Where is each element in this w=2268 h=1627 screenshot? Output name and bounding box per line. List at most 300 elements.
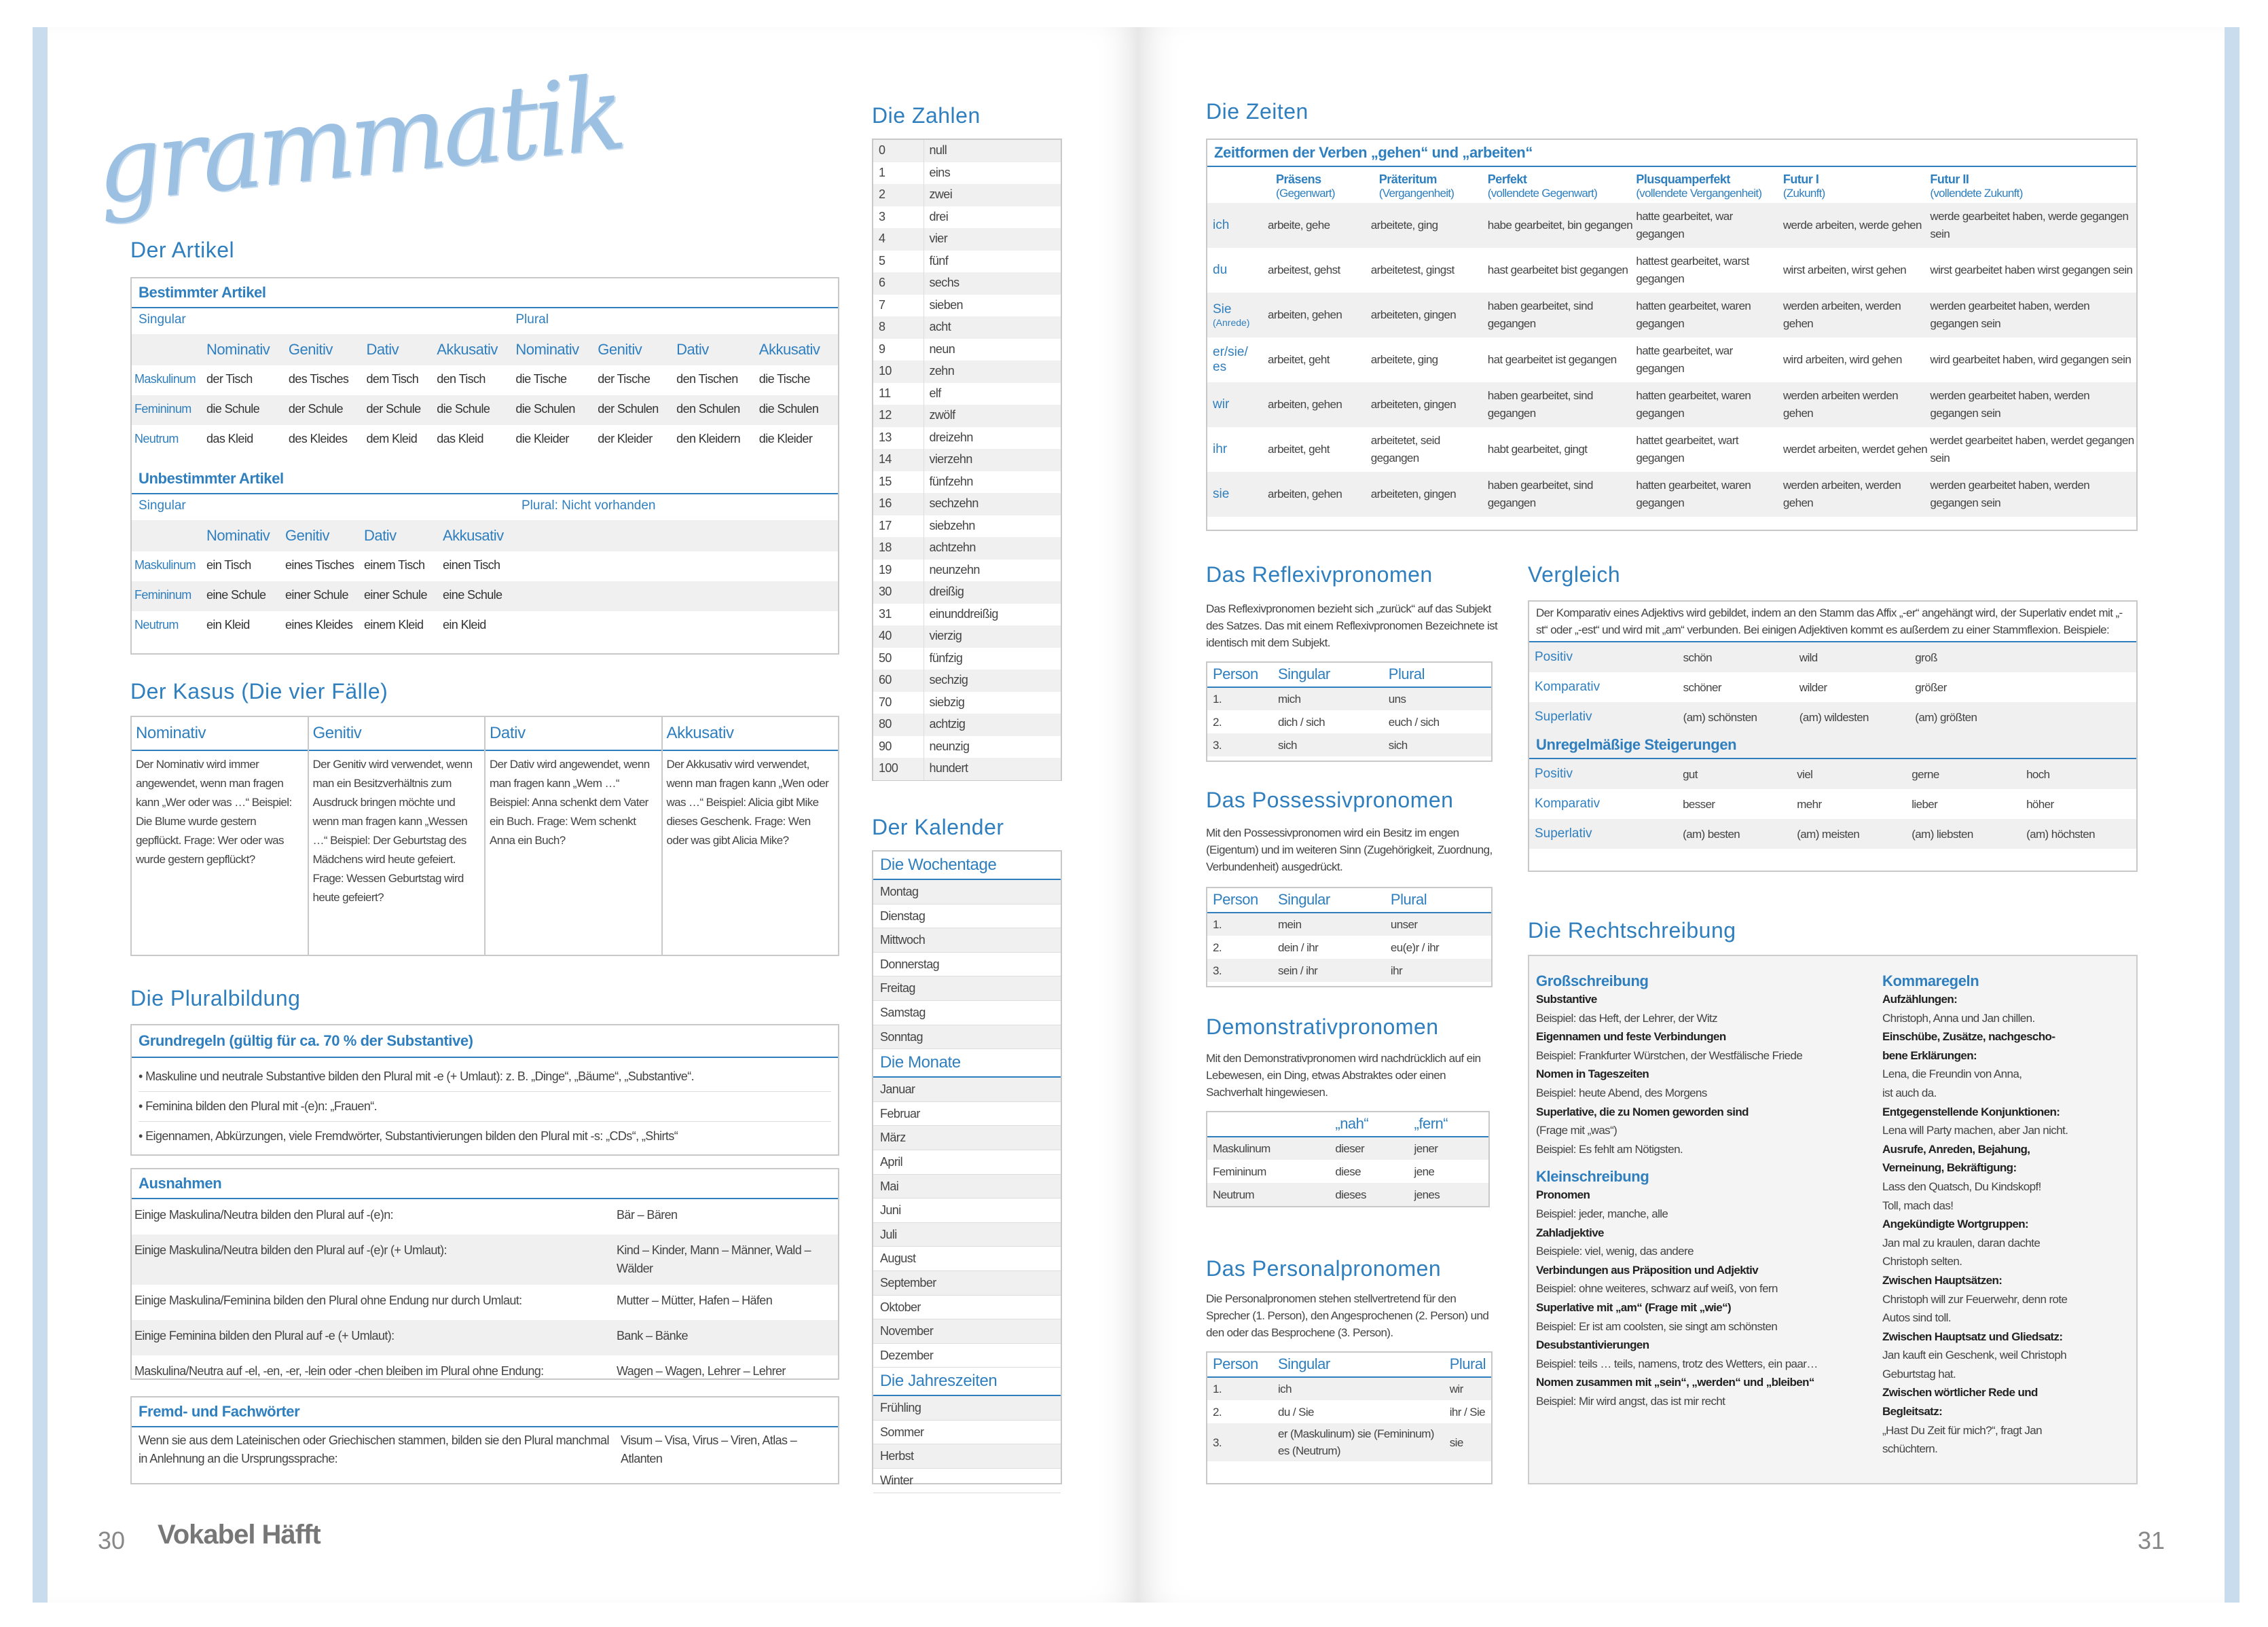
zeit-cell: habt gearbeitet, gingt	[1487, 443, 1588, 456]
zeiten-heading: Die Zeiten	[1206, 99, 1309, 124]
kalender-item: August	[873, 1247, 1061, 1271]
regel-line: Beispiel: jeder, manche, alle	[1536, 1207, 1668, 1220]
plural-heading: Die Pluralbildung	[130, 986, 301, 1010]
kasus-title: Akkusativ	[663, 717, 839, 751]
pronomen-header: Person	[1213, 665, 1258, 682]
regel-line: Beispiel: Frankfurter Würstchen, der Westfälische Friede	[1536, 1048, 1803, 1062]
pronomen-cell: 2.	[1213, 715, 1222, 729]
artikel-cell: Maskulinum	[134, 372, 196, 386]
zahl-number: 13	[873, 427, 923, 450]
grossschreibung-list	[1536, 990, 1876, 1158]
zahl-number: 0	[873, 140, 923, 162]
zahl-number: 90	[873, 736, 923, 758]
zeit-cell: werden gearbeitet haben, werden gegangen sein	[1930, 389, 2090, 420]
kalender-section-title: Die Jahreszeiten	[873, 1368, 1061, 1396]
pronomen-cell: 2.	[1213, 940, 1222, 954]
pronomen-cell: 2.	[1213, 1405, 1222, 1419]
vergleich-cell	[2025, 672, 2136, 702]
unbestimmter-artikel-table	[132, 494, 838, 641]
regel-line: Christoph will zur Feuerwehr, denn rote	[1882, 1292, 2068, 1306]
regel-line: Lass den Quatsch, Du Kindskopf!	[1882, 1180, 2041, 1193]
regel-line: Jan kauft ein Geschenk, weil Christoph	[1882, 1349, 2067, 1362]
zahl-word: zehn	[923, 361, 1061, 383]
pronomen-cell: Neutrum	[1213, 1188, 1254, 1201]
pronomen-cell: 1.	[1213, 693, 1222, 706]
ausnahme-rule: Einige Feminina bilden den Plural auf -e (+ Umlaut):	[134, 1329, 395, 1342]
kalender-item: Montag	[873, 880, 1061, 904]
zeit-subheader: (Zukunft)	[1782, 187, 1825, 200]
pronomen-cell: sich	[1388, 738, 1408, 752]
ausnahme-example: Wagen – Wagen, Lehrer – Lehrer	[617, 1364, 786, 1378]
zahlen-box	[872, 139, 1062, 781]
zahl-word: vierzig	[923, 625, 1061, 648]
artikel-cell: einen Tisch	[443, 558, 500, 572]
pronomen-cell: euch / sich	[1388, 715, 1440, 729]
regel-line: Verneinung, Bekräftigung:	[1882, 1161, 2017, 1175]
artikel-cell: Neutrum	[134, 618, 179, 632]
regel-line: Ausrufe, Anreden, Bejahung,	[1882, 1142, 2030, 1156]
bestimmter-artikel-title: Bestimmter Artikel	[132, 278, 838, 308]
unregelmaessig-title: Unregelmäßige Steigerungen	[1529, 732, 2136, 759]
regel-line: Beispiel: ohne weiteres, schwarz auf weiß, von fern	[1536, 1282, 1778, 1296]
zahl-number: 2	[873, 184, 923, 206]
pronomen-header: Singular	[1278, 891, 1330, 908]
case-header: Genitiv	[598, 341, 642, 358]
pronomen-header: „fern“	[1414, 1115, 1448, 1132]
artikel-cell: das Kleid	[437, 432, 483, 445]
zahl-word: dreißig	[923, 581, 1061, 604]
zahl-word: siebzehn	[929, 518, 975, 532]
pronomen-cell: dein / ihr	[1278, 940, 1319, 954]
artikel-cell: den Tischen	[676, 372, 738, 386]
case-header: Akkusativ	[437, 341, 498, 358]
zahl-word: null	[923, 140, 1061, 162]
grundregel-item: • Maskuline und neutrale Substantive bilden den Plural mit -e (+ Umlaut): z. B. „Dinge“, „Bäume“, „Substantive“.	[139, 1062, 831, 1092]
kasus-column	[132, 717, 309, 955]
zahl-number: 80	[873, 714, 923, 736]
case-header: Nominativ	[206, 527, 270, 544]
zeit-cell: hattet gearbeitet, wart gegangen	[1636, 434, 1738, 464]
regel-line: Superlative mit „am“ (Frage mit „wie“)	[1536, 1300, 1732, 1314]
regel-line: Begleitsatz:	[1882, 1405, 1943, 1419]
fremdwoerter-example: Visum – Visa, Virus – Viren, Atlas – Atlanten	[621, 1433, 797, 1465]
zahl-number: 30	[873, 581, 923, 604]
zahl-word: siebzig	[929, 695, 965, 709]
regel-line: Toll, mach das!	[1882, 1199, 1954, 1212]
kasus-text: Der Dativ wird angewendet, wenn man fragen kann „Wem …“ Beispiel: Anna schenkt dem Vater ein Buch. Frage: Wem schenkt Anna ein Buch?	[490, 758, 650, 847]
zeit-cell: arbeiteten, gingen	[1370, 488, 1457, 500]
artikel-cell: eine Schule	[206, 588, 266, 602]
vergleich-cell: schöner	[1683, 680, 1721, 694]
kasus-text: Der Akkusativ wird verwendet, wenn man fragen kann „Wen oder was …“ Beispiel: Alicia gibt Mike dieses Geschenk. Frage: Wen oder was gibt Alicia Mike?	[666, 758, 829, 847]
person-label: ich	[1213, 218, 1230, 232]
vergleich-box	[1528, 600, 2138, 872]
kalender-item: Juli	[873, 1223, 1061, 1247]
fremdwoerter-text: Wenn sie aus dem Lateinischen oder Griechischen stammen, bilden sie den Plural manchmal in Anlehnung an die Ursprungssprache:	[139, 1433, 609, 1465]
regel-line: Beispiele: viel, wenig, das andere	[1536, 1245, 1694, 1258]
ausnahme-example: Mutter – Mütter, Hafen – Häfen	[617, 1294, 773, 1307]
zeit-subheader: (vollendete Gegenwart)	[1487, 187, 1598, 200]
vergleich-cell	[2025, 642, 2136, 672]
reflexiv-text: Das Reflexivpronomen bezieht sich „zurück“ auf das Subjekt des Satzes. Das mit einem Reflexivpronomen Bezeichnete ist identisch mit dem Subjekt.	[1206, 602, 1498, 649]
zeit-cell: hatte gearbeitet, war gegangen	[1636, 344, 1733, 375]
kalender-item: März	[873, 1126, 1061, 1150]
rechtschreibung-heading: Die Rechtschreibung	[1528, 918, 1736, 943]
zeit-cell: werden arbeiten werden gehen	[1782, 389, 1899, 420]
pronomen-header: Person	[1213, 891, 1258, 908]
possessiv-table	[1207, 888, 1491, 982]
zahl-word: sieben	[929, 297, 963, 312]
regel-line: Lena will Party machen, aber Jan nicht.	[1882, 1124, 2068, 1137]
grundregel-item: • Eigennamen, Abkürzungen, viele Fremdwörter, Substantivierungen bilden den Plural mit -s: „CDs“, „Shirts“	[139, 1129, 678, 1143]
vergleich-heading: Vergleich	[1528, 562, 1621, 587]
kalender-box	[872, 850, 1062, 1488]
artikel-cell: Neutrum	[134, 432, 179, 445]
kalender-item: Januar	[873, 1078, 1061, 1102]
zahl-number: 70	[873, 692, 923, 714]
zeit-cell: werdet gearbeitet haben, werdet gegangen sein	[1930, 434, 2134, 464]
kasus-column	[663, 717, 839, 955]
kalender-item: Sonntag	[873, 1025, 1061, 1050]
kasus-column	[486, 717, 663, 955]
artikel-cell: einem Kleid	[364, 618, 424, 632]
zahl-word: hundert	[923, 758, 1061, 780]
zahl-word: sechzehn	[923, 493, 1061, 515]
zeit-cell: hat gearbeitet ist gegangen	[1487, 353, 1617, 366]
zahl-word: zwei	[923, 184, 1061, 206]
vergleich-cell: größer	[1915, 680, 1947, 694]
case-header: Dativ	[364, 527, 397, 544]
zeit-header: Präteritum	[1378, 172, 1437, 186]
artikel-cell: ein Kleid	[206, 618, 250, 632]
zeit-cell: werden gearbeitet haben, werden gegangen sein	[1930, 479, 2090, 509]
zeit-cell: werden arbeiten, werden gehen	[1782, 299, 1901, 330]
zahl-word: dreizehn	[929, 430, 973, 444]
zeit-cell: werden gearbeitet haben, werden gegangen sein	[1930, 299, 2090, 330]
zahl-number: 15	[873, 471, 923, 494]
regel-line: „Hast Du Zeit für mich?“, fragt Jan	[1882, 1423, 2043, 1437]
regel-line: (Frage mit „was“)	[1536, 1124, 1617, 1137]
zahl-word: vier	[923, 228, 1061, 251]
regel-line: Lena, die Freundin von Anna,	[1882, 1067, 2022, 1081]
zahl-number: 1	[873, 162, 923, 185]
zeit-subheader: (vollendete Zukunft)	[1930, 187, 2023, 200]
kommaregeln-list	[1882, 990, 2134, 1459]
ausnahme-example: Bank – Bänke	[617, 1329, 688, 1342]
grossschreibung-title: Großschreibung	[1536, 972, 1649, 989]
artikel-cell: den Kleidern	[676, 432, 741, 445]
zeit-cell: arbeitest, gehst	[1268, 263, 1340, 276]
person-label: ihr	[1213, 442, 1228, 456]
artikel-cell: die Schulen	[758, 402, 819, 416]
kalender-item: Mai	[873, 1175, 1061, 1199]
case-header: Dativ	[366, 341, 399, 358]
person-label: du	[1213, 263, 1228, 277]
case-header: Akkusativ	[758, 341, 820, 358]
pronomen-header: Plural	[1449, 1355, 1486, 1372]
vergleich-cell: wilder	[1799, 680, 1827, 694]
kasus-text: Der Genitiv wird verwendet, wenn man ein Besitzverhältnis zum Ausdruck bringen möchte und wenn man fragen kann „Wessen …“ Beispiel: Der Geburtstag des Mädchens wird heute gefeiert. Frage: Wessen Geburtstag wird heute gefeiert?	[312, 758, 473, 904]
zeit-header: Perfekt	[1487, 172, 1527, 186]
regel-line: Christoph, Anna und Jan chillen.	[1882, 1011, 2035, 1025]
grundregel-item: • Feminina bilden den Plural mit -(e)n: „Frauen“.	[139, 1092, 831, 1122]
vergleich-cell: gut	[1683, 767, 1698, 781]
pronomen-header: Person	[1213, 1355, 1258, 1372]
ausnahme-rule: Einige Maskulina/Feminina bilden den Plural ohne Endung nur durch Umlaut:	[134, 1294, 522, 1307]
regel-line: Substantive	[1536, 993, 1597, 1006]
zahl-word: eins	[929, 165, 951, 179]
artikel-cell: eines Tisches	[285, 558, 354, 572]
pronomen-header: Singular	[1278, 1355, 1330, 1372]
rechtschreibung-box	[1528, 955, 2138, 1484]
pronomen-cell: wir	[1449, 1383, 1463, 1395]
vergleich-cell: (am) größten	[1915, 710, 1977, 724]
vergleich-cell: (am) schönsten	[1683, 710, 1757, 724]
zeit-header: Futur II	[1930, 172, 1969, 186]
zahl-number: 17	[873, 515, 923, 538]
kommaregeln-title: Kommaregeln	[1882, 972, 1979, 989]
artikel-cell: die Schule	[206, 402, 260, 416]
pronomen-header: Plural	[1388, 665, 1425, 682]
bestimmter-artikel-table	[132, 308, 838, 455]
regel-line: Angekündigte Wortgruppen:	[1882, 1218, 2029, 1231]
zeit-cell: werden arbeiten, werden gehen	[1782, 479, 1901, 509]
regel-line: Einschübe, Zusätze, nachgescho-	[1882, 1030, 2055, 1044]
zahl-word: achtzehn	[923, 537, 1061, 560]
zahl-word: sechs	[923, 272, 1061, 295]
pronomen-cell: 3.	[1213, 964, 1222, 977]
artikel-cell: dem Tisch	[366, 372, 419, 386]
zeit-cell: arbeitetet, seid gegangen	[1370, 434, 1440, 464]
regel-line: Beispiel: Es fehlt am Nötigsten.	[1536, 1142, 1683, 1156]
person-label: sie	[1213, 487, 1230, 501]
zeit-cell: wirst arbeiten, wirst gehen	[1782, 263, 1907, 276]
artikel-cell: der Tische	[598, 372, 651, 386]
zeit-cell: hatten gearbeitet, waren gegangen	[1636, 389, 1751, 420]
artikel-cell: eine Schule	[443, 588, 502, 602]
artikel-cell: einer Schule	[364, 588, 427, 602]
artikel-cell: eines Kleides	[285, 618, 353, 632]
pronomen-cell: ich	[1278, 1383, 1292, 1395]
pronomen-cell: 1.	[1213, 918, 1222, 931]
artikel-cell: der Tisch	[206, 372, 253, 386]
vergleich-cell: Positiv	[1535, 650, 1573, 664]
artikel-cell: ein Kleid	[443, 618, 486, 632]
regel-line: Beispiel: das Heft, der Lehrer, der Witz	[1536, 1011, 1718, 1025]
ausnahmen-box	[130, 1168, 839, 1380]
zeit-subheader: (Vergangenheit)	[1378, 187, 1455, 200]
person-label: er/sie/ es	[1213, 345, 1248, 374]
kalender-item: Donnerstag	[873, 953, 1061, 977]
possessiv-text: Mit den Possessivpronomen wird ein Besitz im engen (Eigentum) und im weiteren Sinn (Zugehörigkeit, Zuordnung, Verbundenheit) ausgedrückt.	[1206, 826, 1493, 873]
zeit-cell: werde gearbeitet haben, werde gegangen sein	[1930, 210, 2129, 240]
reflexiv-table-box	[1206, 661, 1493, 762]
kalender-item: Herbst	[873, 1444, 1061, 1469]
kalender-section-title: Die Monate	[873, 1049, 1061, 1078]
reflexiv-table	[1207, 663, 1491, 756]
fremdwoerter-title: Fremd- und Fachwörter	[132, 1397, 838, 1427]
artikel-cell: die Schulen	[515, 402, 575, 416]
person-label: Sie	[1213, 302, 1232, 316]
singular-label: Singular	[139, 312, 186, 327]
vergleich-cell: (am) meisten	[1797, 827, 1860, 841]
vergleich-cell: (am) höchsten	[2026, 827, 2095, 841]
zahl-number: 18	[873, 537, 923, 560]
artikel-cell: den Tisch	[437, 372, 486, 386]
zeit-cell: hatten gearbeitet, waren gegangen	[1636, 479, 1751, 509]
zahl-number: 19	[873, 560, 923, 582]
regel-line: Nomen in Tageszeiten	[1536, 1067, 1649, 1081]
zeit-cell: habe gearbeitet, bin gegangen	[1487, 219, 1633, 232]
zeit-subheader: (vollendete Vergangenheit)	[1636, 187, 1762, 200]
vergleich-cell	[2025, 702, 2136, 732]
zeit-cell: arbeiten, gehen	[1268, 308, 1342, 321]
kalender-item: Oktober	[873, 1296, 1061, 1320]
pronomen-cell: sie	[1449, 1436, 1463, 1449]
ausnahme-rule: Einige Maskulina/Neutra bilden den Plural auf -(e)n:	[134, 1208, 394, 1222]
page-title-grammatik: grammatik	[90, 54, 627, 227]
zeit-cell: arbeiteten, gingen	[1370, 308, 1457, 321]
zeit-cell: haben gearbeitet, sind gegangen	[1487, 389, 1593, 420]
regel-line: Zahladjektive	[1536, 1226, 1604, 1239]
zeit-cell: hatte gearbeitet, war gegangen	[1636, 210, 1733, 240]
vokabel-haefft-logo: Vokabel Häfft	[158, 1520, 321, 1550]
reflexiv-heading: Das Reflexivpronomen	[1206, 562, 1433, 587]
pronomen-header	[1207, 1112, 1330, 1137]
pronomen-cell: sich	[1278, 738, 1297, 752]
pronomen-cell: 3.	[1213, 738, 1222, 752]
zahl-word: neunzig	[929, 739, 970, 753]
artikel-cell: der Schule	[288, 402, 343, 416]
zeiten-box	[1206, 139, 2138, 531]
regel-line: bene Erklärungen:	[1882, 1048, 1977, 1062]
zeit-cell: wird gearbeitet haben, wird gegangen sein	[1930, 353, 2132, 366]
pronomen-cell: sein / ihr	[1278, 964, 1318, 977]
zahl-number: 14	[873, 449, 923, 471]
plural-label: Plural	[515, 312, 549, 327]
pronomen-cell: 3.	[1213, 1436, 1222, 1449]
ausnahme-example: Bär – Bären	[617, 1208, 678, 1222]
ausnahmen-title: Ausnahmen	[132, 1169, 838, 1199]
zahl-number: 100	[873, 758, 923, 780]
zahl-number: 40	[873, 625, 923, 648]
artikel-cell: die Schule	[437, 402, 490, 416]
pronomen-cell: jenes	[1414, 1188, 1440, 1201]
fremdwoerter-box	[130, 1396, 839, 1484]
vergleich-cell: Positiv	[1535, 767, 1573, 781]
ausnahme-rule: Einige Maskulina/Neutra bilden den Plural auf -(e)r (+ Umlaut):	[134, 1243, 447, 1257]
kalender-item: September	[873, 1271, 1061, 1296]
vergleich-cell: schön	[1683, 651, 1713, 664]
zahl-word: elf	[929, 386, 941, 400]
pronomen-cell: jener	[1414, 1142, 1438, 1155]
case-header: Genitiv	[285, 527, 329, 544]
artikel-cell: des Kleides	[288, 432, 348, 445]
vergleich-cell: lieber	[1912, 797, 1938, 811]
zeit-cell: hast gearbeitet bist gegangen	[1487, 263, 1628, 276]
pronomen-cell: unser	[1390, 918, 1418, 931]
zeit-header: Präsens	[1276, 172, 1321, 186]
regel-line: Beispiel: heute Abend, des Morgens	[1536, 1086, 1707, 1099]
vergleich-cell: Komparativ	[1535, 680, 1601, 694]
regel-line: Beispiel: Mir wird angst, das ist mir recht	[1536, 1394, 1725, 1408]
kalender-item: Februar	[873, 1102, 1061, 1127]
pronomen-cell: eu(e)r / ihr	[1390, 940, 1440, 954]
grundregeln-title: Grundregeln (gültig für ca. 70 % der Substantive)	[132, 1025, 838, 1058]
vergleich-cell: wild	[1799, 651, 1818, 664]
kalender-item: Juni	[873, 1199, 1061, 1223]
pronomen-cell: dieser	[1335, 1142, 1365, 1155]
kleinschreibung-list	[1536, 1186, 1876, 1410]
kasus-title: Genitiv	[309, 717, 485, 751]
kasus-heading: Der Kasus (Die vier Fälle)	[130, 679, 388, 703]
zeit-cell: arbeiteten, gingen	[1370, 398, 1457, 411]
vergleich-cell: (am) liebsten	[1912, 827, 1973, 841]
artikel-cell: dem Kleid	[366, 432, 418, 445]
vergleich-cell: Komparativ	[1535, 797, 1601, 811]
vergleich-cell: mehr	[1797, 797, 1822, 811]
case-header: Nominativ	[515, 341, 579, 358]
artikel-cell: ein Tisch	[206, 558, 251, 572]
artikel-cell: das Kleid	[206, 432, 253, 445]
pronomen-cell: jene	[1414, 1165, 1435, 1178]
kalender-item: Sommer	[873, 1421, 1061, 1445]
artikel-cell: der Schulen	[598, 402, 659, 416]
kalender-item: Dezember	[873, 1344, 1061, 1368]
kleinschreibung-title: Kleinschreibung	[1536, 1168, 1649, 1186]
pronomen-cell: Femininum	[1213, 1165, 1266, 1178]
page-number-left: 30	[98, 1527, 126, 1554]
zahl-number: 50	[873, 648, 923, 670]
pronomen-cell: ihr / Sie	[1449, 1405, 1485, 1419]
regel-line: Eigennamen und feste Verbindungen	[1536, 1030, 1726, 1044]
kalender-section-title: Die Wochentage	[873, 852, 1061, 880]
demonstrativ-table	[1207, 1112, 1488, 1206]
zeit-cell: werdet arbeiten, werdet gehen	[1782, 443, 1928, 456]
zeiten-table	[1207, 167, 2136, 517]
pronomen-cell: mein	[1278, 918, 1302, 931]
unregelmaessig-table	[1529, 759, 2136, 849]
vergleich-cell: Superlativ	[1535, 826, 1592, 841]
regel-line: ist auch da.	[1882, 1086, 1937, 1099]
zahl-word: sechzig	[923, 670, 1061, 692]
case-header: Dativ	[676, 341, 709, 358]
artikel-cell: der Schule	[366, 402, 421, 416]
kalender-item: Dienstag	[873, 904, 1061, 929]
zeit-cell: arbeiten, gehen	[1268, 398, 1342, 411]
personal-text: Die Personalpronomen stehen stellvertretend für den Sprecher (1. Person), den Angesprochenen (2. Person) und den oder das Besprochene (3. Person).	[1206, 1292, 1489, 1339]
zahl-word: neunzehn	[929, 562, 980, 577]
kalender-item: Frühling	[873, 1396, 1061, 1421]
zeit-subheader: (Gegenwart)	[1276, 187, 1335, 200]
zeit-cell: arbeitete, ging	[1370, 219, 1438, 232]
zeit-cell: hatten gearbeitet, waren gegangen	[1636, 299, 1751, 330]
vergleich-cell: Superlativ	[1535, 710, 1592, 724]
demonstrativ-heading: Demonstrativpronomen	[1206, 1014, 1439, 1039]
zahl-word: vierzehn	[923, 449, 1061, 471]
vergleich-cell: viel	[1797, 767, 1813, 781]
zeit-cell: arbeitete, ging	[1370, 353, 1438, 366]
zeit-cell: werde arbeiten, werde gehen	[1782, 219, 1922, 232]
regel-line: Zwischen wörtlicher Rede und	[1882, 1386, 2038, 1400]
zahlen-heading: Die Zahlen	[872, 103, 981, 128]
kalender-heading: Der Kalender	[872, 815, 1004, 839]
pronomen-cell: uns	[1388, 693, 1406, 706]
artikel-cell: die Kleider	[515, 432, 569, 445]
regel-line: Jan mal zu kraulen, daran dachte	[1882, 1236, 2041, 1249]
demonstrativ-table-box	[1206, 1111, 1490, 1207]
ausnahmen-table	[132, 1199, 838, 1391]
